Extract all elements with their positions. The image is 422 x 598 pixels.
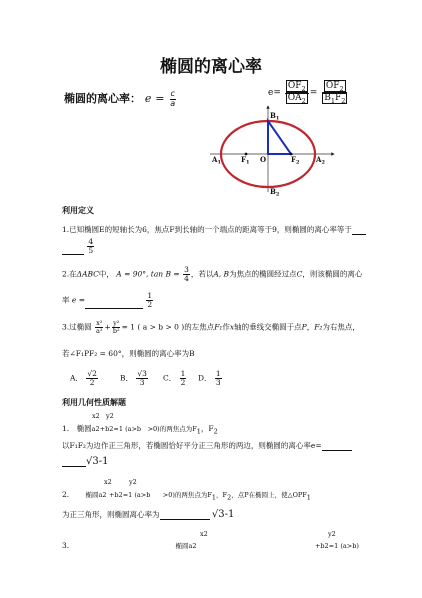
formula-frac1 [285,82,309,104]
g2-line2-text: 为正三角形，则椭圆离心率为 [62,510,160,519]
g3-line1 [62,541,359,550]
q2-mid: 中， [98,269,114,279]
subtitle-fraction [169,90,176,108]
g2-mid4: ，F [216,491,228,499]
q2-line1 [62,266,362,283]
g2-line2 [62,509,234,520]
g1-a2: a2 [91,425,100,433]
g1-line2 [62,440,352,451]
q3-option-a [70,370,99,387]
q2-fraction [183,266,190,283]
g3-mid1: 椭圆a2 [175,542,197,550]
formula-e: e [268,88,274,99]
g1-y2: y2 [106,412,114,420]
q3-post2: 作 [222,322,230,332]
g3-y2: y2 [328,530,336,538]
g2-y2: y2 [129,478,137,486]
g1-mid: +b2=1 (a>b >0)的两焦点为F [99,425,197,433]
q3-post5: 为右焦点， [322,322,360,332]
q2-ab: A, B [213,269,230,279]
g2-mid2: +b2=1 (a>b [108,491,151,499]
formula-eq2: = [309,88,318,99]
q3-option-c [163,370,187,387]
q3-cond: = 1 ( a > b > 0 ) [121,322,185,332]
g1-line1 [62,423,218,436]
subtitle-e: e [144,92,152,105]
formula-sub3: 2 [339,84,344,93]
q2-ans-den: 2 [147,299,153,309]
g2-line1 [62,490,311,502]
formula-den1: OA [287,92,302,103]
q1-ans-den: 5 [88,245,94,255]
q3-line1 [62,320,360,335]
g2-pre: 2. [62,490,70,499]
q3-a2: a² [96,326,103,335]
q3-post4: ， [306,322,315,332]
q3-opt-a-num: √2 [87,369,97,378]
q3-frac-y [112,320,121,335]
q2-e: e = [71,295,85,305]
ellipse-diagram [208,104,338,196]
q2-ans-fraction [146,292,153,309]
q3-opt-d-num: 1 [215,369,221,378]
q2-post: ，若以 [190,269,214,279]
q3-x2: x² [96,319,103,327]
q1-text [62,224,366,235]
subtitle-c: c [170,89,175,99]
q3-opt-c-label: C． [163,373,177,383]
q3-opt-d-den: 3 [215,377,221,387]
g3-mid2: +b2=1 (a>b) [314,542,359,550]
q3-opt-c-frac [180,370,187,387]
g2-s1: 1 [211,493,217,502]
q3-line2: 若∠F₁PF₂ = 60°，则椭圆的离心率为B [62,349,195,358]
subtitle [64,90,177,108]
subtitle-label: 椭圆的离心率： [64,92,141,105]
q3-opt-b-frac [136,370,148,387]
g1-ans: √3-1 [86,456,109,467]
g2-s3: 1 [306,493,311,502]
page-title: 椭圆的离心率 [160,57,262,77]
g2-mid3: >0)的两焦点为F [162,491,212,499]
q2-angle: A = 90°, tan B = [116,269,180,279]
q3-opt-b-num: √3 [137,369,147,378]
formula-eq1: = [273,88,281,99]
label-a2: $A_2$ [316,155,325,166]
formula-sub5: 2 [341,96,346,105]
triangle [268,121,291,154]
q3-f1: F₁ [214,322,223,332]
q3-opt-c-den: 2 [180,377,186,387]
formula-sub4: 1 [330,96,335,105]
subtitle-eq: = [155,92,165,105]
g1-c: ，F [200,424,214,433]
label-f2: $F_2$ [291,155,300,166]
g3-pre: 3. [62,541,70,550]
q3-b2: b² [112,326,120,335]
formula-sub1: 2 [301,84,306,93]
q3-opt-c-num: 1 [180,369,186,378]
label-b1: $B_1$ [270,111,280,122]
g1-pre: 1. 椭圆 [62,424,92,433]
label-o: O [260,155,267,164]
q2-den: 4 [184,273,189,283]
formula-sub2: 2 [301,96,306,105]
section-heading-geometry: 利用几何性质解题 [62,398,126,407]
q1-stem: 1.已知椭圆E的短轴长为6，焦点F到长轴的一个端点的距离等于9，则椭圆的离心率等于 [62,225,352,234]
formula-frac2 [321,82,348,104]
g1-answer [62,456,108,467]
q2-num: 3 [184,265,189,274]
g2-mid1: 椭圆a2 [85,491,107,499]
q2-ans-num: 1 [147,291,153,300]
q3-f2: F₂ [314,322,323,332]
subtitle-a: a [170,98,176,108]
q3-opt-b-den: 3 [139,377,145,387]
q3-y2: y² [113,319,120,327]
q3-x: x [229,322,235,332]
q1-answer [62,238,95,255]
g2-x2: x2 [104,478,112,486]
q3-opt-d-label: D． [198,373,212,383]
q2-post3: ，则该椭圆的离心 [302,269,363,279]
g1-line2-text: 以F₁F₂为边作正三角形，若椭圆恰好平分正三角形的两边，则椭圆的离心率e= [62,441,322,450]
q2-line2-text: 率 [62,295,70,305]
q2-c: C [296,269,303,279]
q2-line2 [62,292,154,309]
formula-num1: OF [287,81,302,91]
q3-frac-x [95,320,103,335]
q1-ans-num: 4 [88,237,94,246]
section-heading-definition: 利用定义 [62,206,94,215]
q3-pre: 3.过椭圆 [62,322,92,332]
q3-opt-b-label: B． [120,373,134,383]
g1-s1: 1 [196,427,201,436]
q3-post3: 轴的垂线交椭圆于点 [234,322,302,332]
formula-den2: B [324,92,331,103]
g2-ans: √3-1 [211,509,235,520]
g2-s2: 2 [227,493,232,502]
q3-opt-a-den: 2 [89,377,95,387]
q2-post2: 为焦点的椭圆经过点 [229,269,297,279]
g3-x2: x2 [200,530,208,538]
q3-plus: + [104,322,111,332]
label-f1: $F_1$ [241,155,250,166]
g1-s2: 2 [213,427,218,436]
formula-den2b: F [334,92,342,103]
q3-opt-a-frac [86,370,98,387]
q3-opt-a-label: A． [70,373,83,383]
g1-x2: x2 [92,412,100,420]
q3-p: P [301,322,307,332]
q3-opt-d-frac [215,370,222,387]
q3-option-b [120,370,149,387]
diagram-formula [268,82,349,104]
q3-post: 的左焦点 [184,322,215,332]
q2-tri: ΔABC [76,269,99,279]
q2-pre: 2.在 [62,269,77,279]
label-b2: $B_2$ [270,187,280,196]
label-a1: $A_1$ [212,155,221,166]
g2-mid5: ，点P在椭圆上，使△OPF [231,491,307,499]
q1-fraction [87,238,94,255]
q3-option-d [198,370,223,387]
formula-num2: OF [325,81,340,91]
